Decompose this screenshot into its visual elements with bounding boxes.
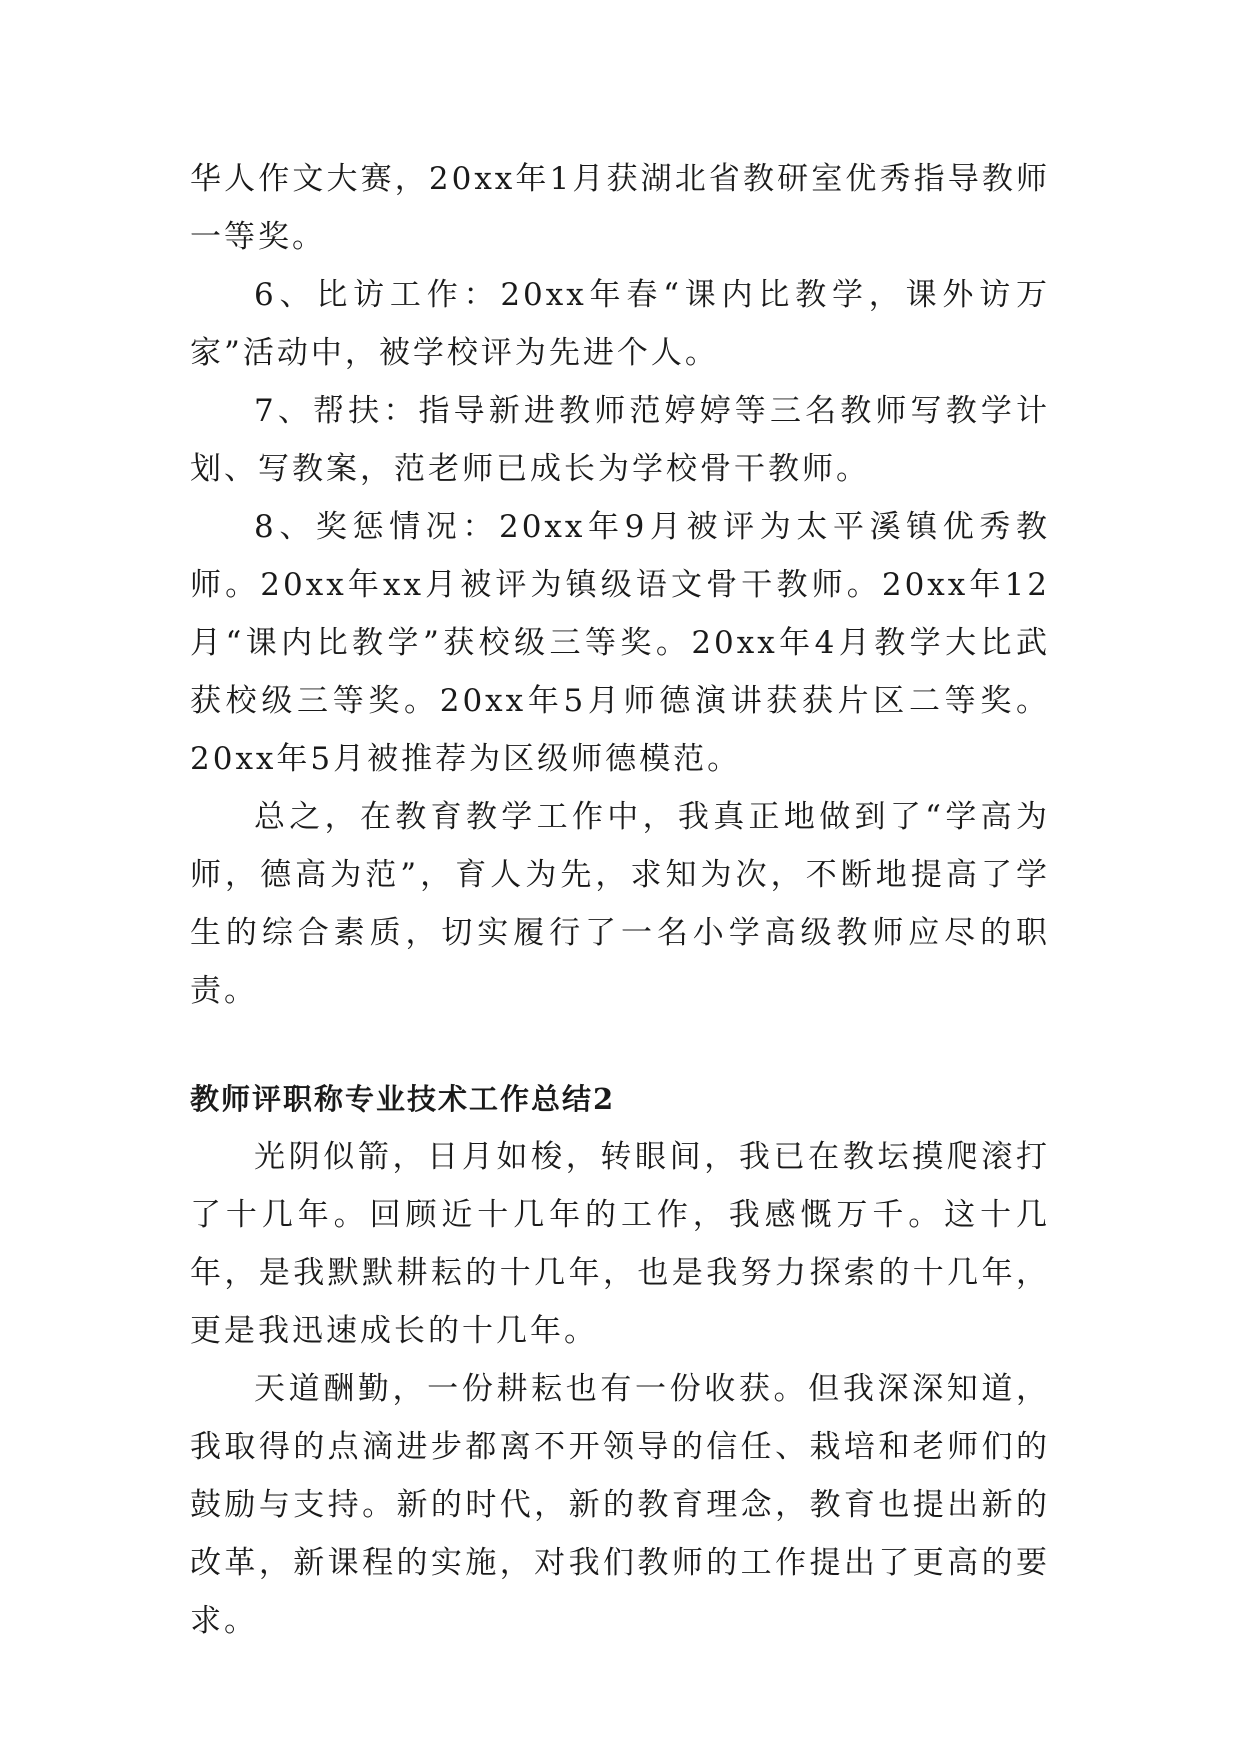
paragraph-item-6-bifang: 6、比访工作：20xx年春“课内比教学，课外访万家”活动中，被学校评为先进个人。 (190, 277, 1050, 371)
section-heading: 教师评职称专业技术工作总结2 (190, 1082, 616, 1116)
paragraph-item-7-bangfu: 7、帮扶：指导新进教师范婷婷等三名教师写教学计划、写教案，范老师已成长为学校骨干教师。 (190, 393, 1050, 487)
paragraph-award-continuation: 华人作文大赛，20xx年1月获湖北省教研室优秀指导教师一等奖。 (190, 161, 1050, 255)
paragraph-conclusion: 总之，在教育教学工作中，我真正地做到了“学高为师，德高为范”，育人为先，求知为次，不断地提高了学生的综合素质，切实履行了一名小学高级教师应尽的职责。 (190, 799, 1050, 1009)
paragraph-harvest: 天道酬勤，一份耕耘也有一份收获。但我深深知道，我取得的点滴进步都离不开领导的信任、栽培和老师们的鼓励与支持。新的时代，新的教育理念，教育也提出新的改革，新课程的实施，对我们教师的工作提出了更高的要求。 (190, 1371, 1050, 1639)
document-page (190, 150, 1050, 1650)
paragraph-item-8-jiangcheng: 8、奖惩情况：20xx年9月被评为太平溪镇优秀教师。20xx年xx月被评为镇级语文骨干教师。20xx年12月“课内比教学”获校级三等奖。20xx年4月教学大比武获校级三等奖。20xx年5月师德演讲获获片区二等奖。20xx年5月被推荐为区级师德模范。 (190, 509, 1050, 777)
paragraph-intro: 光阴似箭，日月如梭，转眼间，我已在教坛摸爬滚打了十几年。回顾近十几年的工作，我感慨万千。这十几年，是我默默耕耘的十几年，也是我努力探索的十几年，更是我迅速成长的十几年。 (190, 1139, 1050, 1349)
